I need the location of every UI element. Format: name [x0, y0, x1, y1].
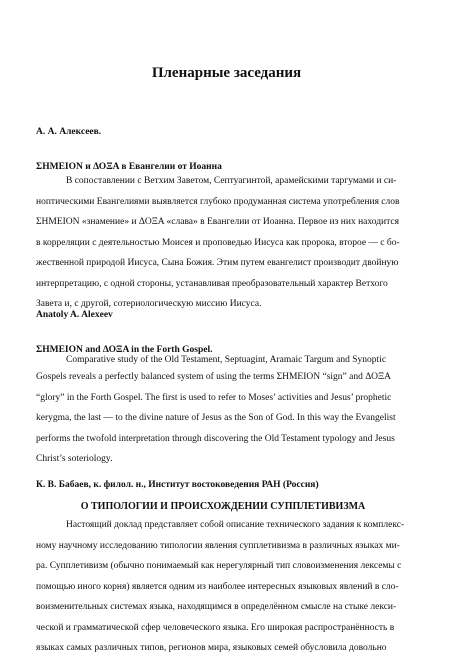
section2-author: Anatoly A. Alexeev — [36, 310, 113, 320]
section2-abstract — [36, 353, 410, 470]
section1-abstract — [36, 171, 410, 315]
section1-line: Завета и, с другой, сотериологическую миссию Иисуса. — [36, 299, 262, 309]
section2-line: “glory” in the Forth Gospel. The first is used to refer to Moses’ activities and Jesus’ prophetic — [36, 392, 392, 403]
section1-line: В сопоставлении с Ветхим Заветом, Септуагинтой, арамейскими таргумами и си- — [66, 176, 397, 186]
section3-line: ному научному исследованию типологии явления супплетивизма в различных языках ми- — [36, 540, 400, 551]
page-title: Пленарные заседания — [151, 65, 302, 81]
section1-author: А. А. Алексеев. — [36, 127, 102, 137]
section3-abstract — [36, 515, 410, 659]
section2-line: Comparative study of the Old Testament, Septuagint, Aramaic Targum and Synoptic — [66, 355, 387, 365]
section3-author: К. В. Бабаев, к. филол. н., Институт востоковедения РАН (Россия) — [36, 480, 319, 490]
section2-heading: ΣΗΜΕΙΟΝ and ΔΟΞΑ in the Forth Gospel. — [36, 345, 213, 355]
section1-line: ΣΗΜΕΙΟΝ «знамение» и ΔΟΞΑ «слава» в Евангелии от Иоанна. Первое из них находится — [36, 217, 399, 227]
section2-line: kerygma, the last — to the divine nature of Jesus as the Son of God. In this way the Evangelist — [36, 413, 396, 423]
section3-line: Настоящий доклад представляет собой описание технического задания к комплекс- — [66, 520, 405, 530]
section3-line: ра. Супплетивизм (обычно понимаемый как нерегулярный тип словоизменения лексемы с — [36, 561, 402, 571]
section1-line: ноптическими Евангелиями выявляется глубоко продуманная система употребления слов — [36, 196, 400, 207]
section3-heading: О ТИПОЛОГИИ И ПРОИСХОЖДЕНИИ СУППЛЕТИВИЗМА — [80, 501, 366, 512]
section2-line: performs the twofold interpretation through discovering the Old Testament typology and Jesus — [36, 433, 395, 444]
section2-line: Gospels reveals a perfectly balanced system of using the terms ΣΗΜΕΙΟΝ “sign” and ΔΟΞΑ — [36, 372, 391, 382]
section3-line: помощью иного корня) является одним из наиболее интересных языковых явлений в сло- — [36, 581, 399, 592]
section3-line: ческой и грамматической сфер человеческого языка. Его широкая распространённость в — [36, 622, 395, 633]
section2-line: Christ’s soteriology. — [36, 454, 113, 464]
section1-line: в корреляции с деятельностью Моисея и проповедью Иисуса как пророка, второе — с бо- — [36, 237, 400, 248]
section1-line: жественной природой Иисуса, Сына Божия. Этим путем евангелист производит двойную — [36, 258, 399, 268]
section3-line: воизменительных системах языка, находящимся в определённом смысле на стыке лекси- — [36, 602, 397, 612]
section1-heading: ΣΗΜΕΙΟΝ и ΔΟΞΑ в Евангелии от Иоанна — [36, 162, 222, 172]
section3-line: языках самых различных типов, регионов мира, языковых семей обусловила довольно — [36, 643, 387, 653]
section1-line: интерпретацию, с одной стороны, устанавливая преобразовательный характер Ветхого — [36, 278, 388, 289]
